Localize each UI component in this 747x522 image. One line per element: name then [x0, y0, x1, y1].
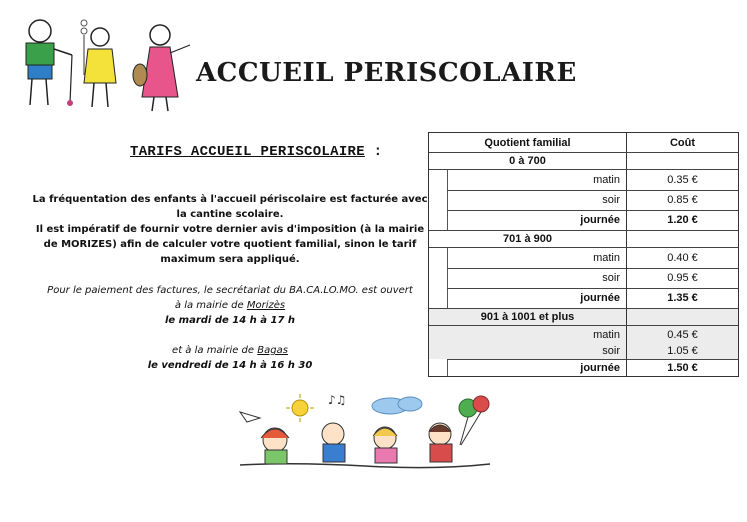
tarif-heading [130, 144, 382, 160]
table-row [429, 343, 738, 359]
period-label: journée [429, 288, 627, 308]
table-header-row [429, 133, 738, 152]
period-label: journée [429, 210, 627, 230]
billing-info-line: La fréquentation des enfants à l'accueil périscolaire est facturée avec [32, 194, 428, 205]
period-label: matin [447, 326, 627, 343]
price-value: 0.45 € [667, 328, 698, 341]
page-title: ACCUEIL PERISCOLAIRE [196, 58, 577, 88]
payment-info-line: Pour le paiement des factures, le secrétariat du BA.CA.LO.MO. est ouvert [47, 285, 413, 296]
tarif-table [428, 132, 739, 377]
table-row [429, 248, 738, 268]
price-value: 1.50 € [667, 361, 698, 374]
table-row [429, 190, 738, 210]
payment-info-line [30, 298, 430, 313]
period-label: journée [447, 359, 627, 376]
mairie-bagas: Bagas [257, 345, 288, 356]
period-label: matin [429, 248, 627, 268]
quotient-range-row [429, 309, 738, 325]
payment-info-prefix: à la mairie de [174, 300, 247, 311]
price-value: 1.20 € [667, 214, 698, 226]
tarif-heading-text: TARIFS ACCUEIL PERISCOLAIRE [130, 144, 365, 160]
price-value: 0.40 € [667, 252, 698, 264]
table-row [429, 359, 738, 376]
payment-hours-morizes: le mardi de 14 h à 17 h [164, 315, 296, 326]
quotient-range-row [429, 231, 738, 247]
quotient-range: 701 à 900 [429, 231, 627, 247]
table-row [429, 170, 738, 190]
period-label: matin [429, 170, 627, 190]
billing-info-line: maximum sera appliqué. [160, 254, 300, 265]
price-value: 0.35 € [667, 174, 698, 186]
table-row [429, 326, 738, 343]
period-label: soir [429, 190, 627, 210]
table-row [429, 288, 738, 308]
payment-hours-bagas: le vendredi de 14 h à 16 h 30 [147, 360, 313, 371]
quotient-range-row [429, 153, 738, 169]
price-value: 0.85 € [667, 194, 698, 206]
svg-text:♪♫: ♪♫ [328, 393, 347, 407]
price-value: 1.35 € [667, 292, 698, 304]
quotient-range: 0 à 700 [429, 153, 627, 169]
price-value: 0.95 € [667, 272, 698, 284]
tarif-heading-colon: : [364, 144, 383, 160]
col-cout-header: Coût [669, 136, 696, 149]
period-label: soir [447, 343, 627, 359]
billing-info-line: de MORIZES) afin de calculer votre quotient familial, sinon le tarif [43, 239, 417, 250]
payment-info-prefix: et à la mairie de [172, 345, 258, 356]
children-drawing-illustration [235, 390, 495, 475]
quotient-range: 901 à 1001 et plus [429, 309, 627, 325]
kids-drawing-illustration [10, 15, 195, 115]
table-row [429, 210, 738, 230]
mairie-morizes: Morizès [246, 300, 286, 311]
billing-info-paragraph [30, 192, 430, 267]
payment-info-line [30, 343, 430, 358]
billing-info-line: la cantine scolaire. [176, 209, 284, 220]
billing-info-line: Il est impératif de fournir votre dernier avis d'imposition (à la mairie [35, 224, 425, 235]
col-quotient-header: Quotient familial [429, 133, 627, 152]
table-row [429, 268, 738, 288]
price-value: 1.05 € [667, 345, 698, 357]
payment-info-paragraph [30, 283, 430, 373]
period-label: soir [429, 268, 627, 288]
